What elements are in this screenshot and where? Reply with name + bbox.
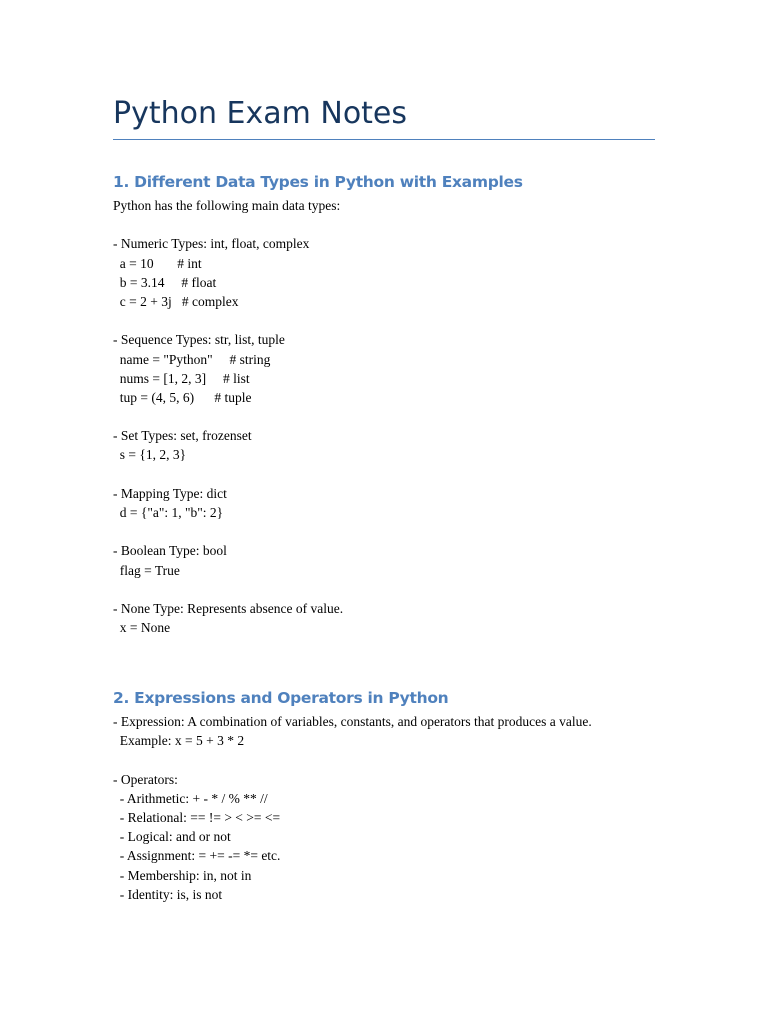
- blank-line: [113, 750, 673, 769]
- text-line: - Boolean Type: bool: [113, 543, 227, 559]
- blank-line: [113, 465, 673, 484]
- text-line: c = 2 + 3j # complex: [113, 293, 239, 309]
- text-line: nums = [1, 2, 3] # list: [113, 370, 250, 386]
- text-line: name = "Python" # string: [113, 351, 271, 367]
- text-line: - Assignment: = += -= *= etc.: [113, 848, 281, 864]
- text-line: Example: x = 5 + 3 * 2: [113, 733, 245, 749]
- section-heading: 1. Different Data Types in Python with Examples: [113, 173, 523, 191]
- text-line: s = {1, 2, 3}: [113, 447, 187, 463]
- section-data-types: [113, 168, 673, 637]
- text-line: - None Type: Represents absence of value.: [113, 600, 344, 616]
- text-line: - Mapping Type: dict: [113, 485, 227, 501]
- text-line: Python has the following main data types:: [113, 198, 341, 213]
- text-line: - Logical: and or not: [113, 829, 231, 845]
- section-body: [113, 196, 673, 637]
- section-heading: 2. Expressions and Operators in Python: [113, 689, 449, 707]
- blank-line: [113, 215, 673, 234]
- text-line: - Expression: A combination of variables, constants, and operators that produces a value.: [113, 714, 592, 729]
- blank-line: [113, 580, 673, 599]
- text-line: tup = (4, 5, 6) # tuple: [113, 389, 252, 405]
- section-body: [113, 712, 673, 904]
- text-line: - Set Types: set, frozenset: [113, 428, 252, 444]
- blank-line: [113, 522, 673, 541]
- text-line: - Arithmetic: + - * / % ** //: [113, 790, 268, 806]
- text-line: flag = True: [113, 562, 180, 578]
- text-line: x = None: [113, 620, 171, 636]
- text-line: d = {"a": 1, "b": 2}: [113, 505, 224, 520]
- title-underline: [113, 139, 655, 140]
- text-line: b = 3.14 # float: [113, 274, 217, 290]
- blank-line: [113, 311, 673, 330]
- text-line: - Operators:: [113, 771, 178, 787]
- text-line: - Identity: is, is not: [113, 886, 223, 902]
- section-expressions-operators: [113, 684, 673, 904]
- text-line: - Numeric Types: int, float, complex: [113, 236, 310, 252]
- text-line: - Membership: in, not in: [113, 867, 252, 883]
- text-line: - Sequence Types: str, list, tuple: [113, 332, 285, 348]
- blank-line: [113, 407, 673, 426]
- text-line: a = 10 # int: [113, 255, 202, 271]
- document-title: Python Exam Notes: [113, 96, 408, 131]
- text-line: - Relational: == != > < >= <=: [113, 809, 281, 825]
